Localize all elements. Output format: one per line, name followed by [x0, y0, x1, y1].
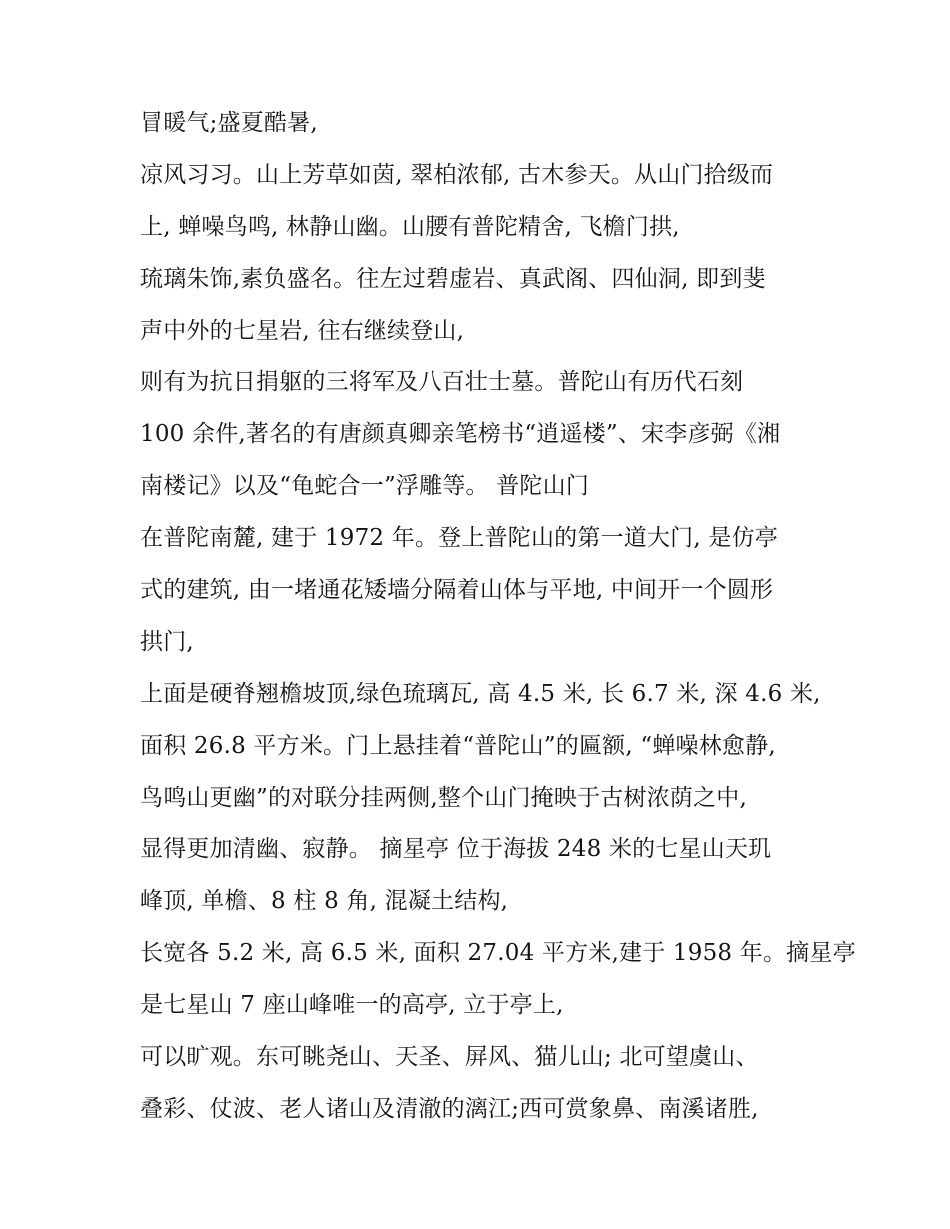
text-line: 声中外的七星岩, 往右继续登山,	[140, 317, 465, 344]
text-line: 显得更加清幽、寂静。 摘星亭 位于海拔 248 米的七星山天玑	[140, 836, 772, 863]
text-line: 在普陀南麓, 建于 1972 年。登上普陀山的第一道大门, 是仿亭	[140, 525, 778, 552]
text-line: 上, 蝉噪鸟鸣, 林静山幽。山腰有普陀精舍, 飞檐门拱,	[140, 213, 680, 240]
text-line: 上面是硬脊翘檐坡顶,绿色琉璃瓦, 高 4.5 米, 长 6.7 米, 深 4.6 米,	[140, 680, 821, 707]
text-line: 长宽各 5.2 米, 高 6.5 米, 面积 27.04 平方米,建于 1958 年。摘星亭	[140, 940, 856, 967]
body-text	[140, 110, 856, 1149]
text-line: 琉璃朱饰,素负盛名。往左过碧虚岩、真武阁、四仙洞, 即到斐	[140, 265, 766, 292]
text-line: 面积 26.8 平方米。门上悬挂着“普陀山”的匾额, “蝉噪林愈静,	[140, 732, 776, 759]
text-line: 式的建筑, 由一堵通花矮墙分隔着山体与平地, 中间开一个圆形	[140, 577, 774, 604]
text-line: 100 余件,著名的有唐颜真卿亲笔榜书“逍遥楼”、宋李彦弼《湘	[140, 421, 781, 448]
text-line: 峰顶, 单檐、8 柱 8 角, 混凝土结构,	[140, 888, 509, 915]
text-line: 则有为抗日捐躯的三将军及八百壮士墓。普陀山有历代石刻	[140, 369, 744, 396]
text-line: 鸟鸣山更幽”的对联分挂两侧,整个山门掩映于古树浓荫之中,	[140, 784, 747, 811]
text-line: 可以旷观。东可眺尧山、天圣、屏风、猫儿山; 北可望虞山、	[140, 1044, 759, 1071]
text-line: 拱门,	[140, 628, 194, 655]
text-line: 南楼记》以及“龟蛇合一”浮雕等。 普陀山门	[140, 473, 590, 500]
text-line: 凉风习习。山上芳草如茵, 翠柏浓郁, 古木参天。从山门拾级而	[140, 161, 774, 188]
text-line: 叠彩、仗波、老人诸山及清澈的漓江;西可赏象鼻、南溪诸胜,	[140, 1095, 759, 1122]
text-line: 是七星山 7 座山峰唯一的高亭, 立于亭上,	[140, 992, 564, 1019]
text-line: 冒暖气;盛夏酷暑,	[140, 110, 318, 136]
